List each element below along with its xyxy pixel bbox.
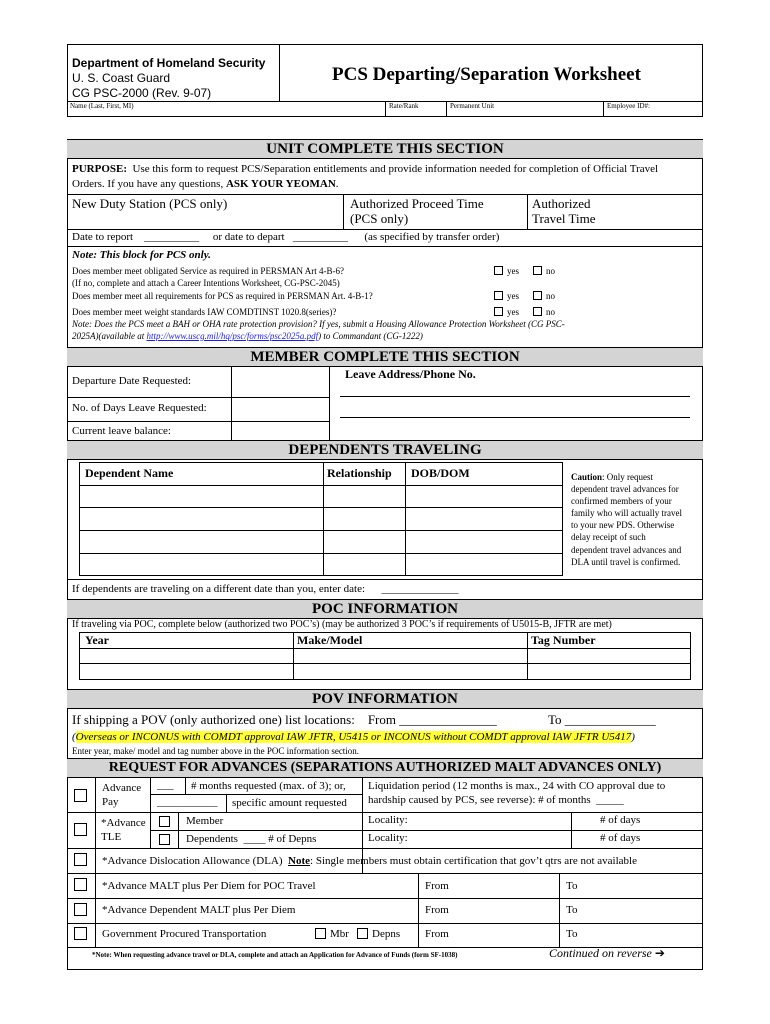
rule <box>67 246 703 247</box>
travel-time-sub: Travel Time <box>532 211 596 226</box>
unit-label: Permanent Unit <box>450 102 495 110</box>
proceed-time-label: Authorized Proceed Time <box>350 196 484 211</box>
pay-amount-blank[interactable]: ___________ <box>157 796 218 808</box>
advance-tle-checkbox[interactable] <box>74 823 87 836</box>
agency-name: U. S. Coast Guard <box>72 71 171 85</box>
malt-dependent-label: *Advance Dependent MALT plus Per Diem <box>102 904 296 916</box>
rule <box>405 462 406 576</box>
advance-funds-note: *Note: When requesting advance travel or DLA, complete and attach an Application for Advance of Funds (form SF-1038) <box>92 951 458 959</box>
q2-no-checkbox[interactable] <box>533 291 542 300</box>
rule <box>67 229 703 230</box>
question-weight-standards: Does member meet weight standards IAW COMDTINST 1020.8(series)? <box>72 307 337 317</box>
rule <box>323 462 324 576</box>
pay-months-blank[interactable]: ___ <box>157 779 174 791</box>
num-days-label: # of days <box>600 832 641 844</box>
liquidation-label-2: hardship caused by PCS, see reverse): # of months _____ <box>368 794 624 806</box>
col-dependent-name: Dependent Name <box>85 466 174 480</box>
rule <box>67 397 330 398</box>
different-date-row: If dependents are traveling on a different date than you, enter date: ______________ <box>72 583 459 595</box>
malt-dependent-checkbox[interactable] <box>74 903 87 916</box>
no-label: no <box>546 291 555 301</box>
q1-yes-checkbox[interactable] <box>494 266 503 275</box>
section-heading-pov: POV INFORMATION <box>67 689 703 709</box>
dla-label: *Advance Dislocation Allowance (DLA) Note: Single members must obtain certification that gov’t qtrs are not available <box>102 855 637 867</box>
advance-pay-label: Advance <box>102 782 142 794</box>
new-duty-station-label: New Duty Station (PCS only) <box>72 196 228 211</box>
gov-transport-checkbox[interactable] <box>74 927 87 940</box>
rule <box>293 632 294 680</box>
to-label: To <box>566 880 578 892</box>
rule <box>67 579 703 580</box>
locality-label: Locality: <box>368 814 408 826</box>
leave-address-line[interactable] <box>340 417 690 418</box>
rule <box>185 778 186 794</box>
mbr-checkbox[interactable] <box>315 928 326 939</box>
page-title: PCS Departing/Separation Worksheet <box>332 64 641 85</box>
rule <box>150 794 363 795</box>
rule <box>343 194 344 230</box>
rule <box>79 507 563 508</box>
malt-poc-label: *Advance MALT plus Per Diem for POC Travel <box>102 880 316 892</box>
rule <box>67 194 703 195</box>
employee-id-label: Employee ID#: <box>607 102 650 110</box>
header-divider <box>385 101 386 117</box>
rule <box>150 778 151 848</box>
section-heading-unit: UNIT COMPLETE THIS SECTION <box>67 139 703 159</box>
header-divider <box>279 44 280 102</box>
purpose-text-2: Orders. If you have any questions, ASK YOUR YEOMAN. <box>72 178 339 190</box>
yes-label: yes <box>507 307 519 317</box>
section-heading-member: MEMBER COMPLETE THIS SECTION <box>67 347 703 367</box>
continued-on-reverse: Continued on reverse ➔ <box>549 946 665 960</box>
months-requested-label: # months requested (max. of 3); or, <box>191 780 346 792</box>
rule <box>418 873 419 948</box>
days-leave-label: No. of Days Leave Requested: <box>72 402 207 414</box>
from-label: From <box>425 904 449 916</box>
specific-amount-label: specific amount requested <box>232 797 347 809</box>
housing-note: Note: Does the PCS meet a BAH or OHA rate protection provision? If yes, submit a Housing Allowance Protection Worksheet (CG PSC- <box>72 319 565 329</box>
question-pcs-requirements: Does member meet all requirements for PCS as required in PERSMAN Art. 4-B-1? <box>72 291 373 301</box>
leave-address-line[interactable] <box>340 396 690 397</box>
travel-time-label: Authorized <box>532 196 591 211</box>
q3-no-checkbox[interactable] <box>533 307 542 316</box>
from-label: From <box>425 928 449 940</box>
header-divider <box>446 101 447 117</box>
leave-address-label: Leave Address/Phone No. <box>345 367 476 381</box>
advance-pay-checkbox[interactable] <box>74 789 87 802</box>
yes-label: yes <box>507 266 519 276</box>
rule <box>79 530 563 531</box>
form-number: CG PSC-2000 (Rev. 9-07) <box>72 86 212 100</box>
col-relationship: Relationship <box>327 466 392 480</box>
rule <box>67 873 703 874</box>
date-to-report-row: Date to report __________ or date to depart __________ (as specified by transfer order) <box>72 231 500 243</box>
advance-tle-label: *Advance <box>101 817 146 829</box>
col-dob: DOB/DOM <box>411 466 470 480</box>
section-heading-poc: POC INFORMATION <box>67 599 703 619</box>
to-label: To <box>566 928 578 940</box>
header-divider <box>603 101 604 117</box>
rule <box>67 812 703 813</box>
housing-form-link[interactable]: http://www.uscg.mil/hq/psc/forms/psc2025a.pdf <box>146 331 319 341</box>
yes-label: yes <box>507 291 519 301</box>
leave-balance-label: Current leave balance: <box>72 425 171 437</box>
enter-year-note: Enter year, make/ model and tag number above in the POC information section. <box>72 746 360 756</box>
question-obligated-service-note: (If no, complete and attach a Career Intentions Worksheet, CG-PSC-2045) <box>72 278 340 288</box>
arrow-right-icon: ➔ <box>654 946 665 960</box>
section-heading-dependents: DEPENDENTS TRAVELING <box>67 440 703 460</box>
from-label: From <box>425 880 449 892</box>
col-tag-number: Tag Number <box>531 633 596 647</box>
rule <box>178 812 179 848</box>
rule <box>79 648 691 649</box>
num-days-label: # of days <box>600 814 641 826</box>
rule <box>79 553 563 554</box>
advance-tle-label-2: TLE <box>101 831 122 843</box>
caution-note: Caution: Only request dependent travel advances for confirmed members of your family who will actually travel to your new PDS. Otherwise delay receipt of such dependent travel advances and DLA until travel is confirmed. <box>571 472 682 567</box>
liquidation-label: Liquidation period (12 months is max., 24 with CO approval due to <box>368 780 666 792</box>
tle-member-checkbox[interactable] <box>159 816 170 827</box>
no-label: no <box>546 266 555 276</box>
rule <box>559 873 560 948</box>
pov-to: To ______________ <box>548 712 656 727</box>
tle-dependents-checkbox[interactable] <box>159 834 170 845</box>
tle-member-label: Member <box>186 815 224 827</box>
overseas-note: (Overseas or INCONUS with COMDT approval IAW JFTR, U5415 or INCONUS without COMDT approval IAW JFTR U5417) <box>72 731 635 743</box>
rule <box>67 898 703 899</box>
rule <box>67 421 330 422</box>
rule <box>150 830 703 831</box>
housing-note-2: 2025A)(available at http://www.uscg.mil/hq/psc/forms/psc2025a.pdf) to Commandant (CG-1222) <box>72 331 423 341</box>
rate-label: Rate/Rank <box>389 102 419 110</box>
q3-yes-checkbox[interactable] <box>494 307 503 316</box>
rule <box>79 663 691 664</box>
q1-no-checkbox[interactable] <box>533 266 542 275</box>
col-make-model: Make/Model <box>297 633 363 647</box>
departure-date-label: Departure Date Requested: <box>72 375 192 387</box>
depns-checkbox[interactable] <box>357 928 368 939</box>
rule <box>67 923 703 924</box>
rule <box>226 794 227 812</box>
rule <box>231 367 232 440</box>
proceed-time-sub: (PCS only) <box>350 211 409 226</box>
purpose-text: PURPOSE: Use this form to request PCS/Separation entitlements and provide information needed for completion of Official Travel <box>72 163 659 175</box>
name-label: Name (Last, First, MI) <box>70 102 134 110</box>
col-year: Year <box>85 633 109 647</box>
department-name: Department of Homeland Security <box>72 56 266 70</box>
no-label: no <box>546 307 555 317</box>
advance-pay-label-2: Pay <box>102 796 119 808</box>
poc-intro: If traveling via POC, complete below (authorized two POC’s) (may be authorized 3 POC’s if requirements of U5015-B, JFTR are met) <box>72 619 612 630</box>
q2-yes-checkbox[interactable] <box>494 291 503 300</box>
tle-dependents-label: Dependents ____ # of Depns <box>186 833 317 845</box>
poc-table <box>79 632 691 680</box>
section-heading-advances: REQUEST FOR ADVANCES (SEPARATIONS AUTHORIZED MALT ADVANCES ONLY) <box>67 758 703 778</box>
pcs-only-note: Note: This block for PCS only. <box>72 249 211 261</box>
pov-ship-row: If shipping a POV (only authorized one) list locations: From _______________ <box>72 712 497 727</box>
mbr-label: Mbr <box>330 928 349 940</box>
malt-poc-checkbox[interactable] <box>74 878 87 891</box>
rule <box>79 485 563 486</box>
gov-transport-label: Government Procured Transportation <box>102 928 267 940</box>
locality-label: Locality: <box>368 832 408 844</box>
rule <box>67 848 703 849</box>
rule <box>527 632 528 680</box>
rule <box>527 194 528 230</box>
to-label: To <box>566 904 578 916</box>
dla-checkbox[interactable] <box>74 853 87 866</box>
rule <box>329 367 330 440</box>
depns-label: Depns <box>372 928 401 940</box>
question-obligated-service: Does member meet obligated Service as required in PERSMAN Art 4-B-6? <box>72 266 344 276</box>
